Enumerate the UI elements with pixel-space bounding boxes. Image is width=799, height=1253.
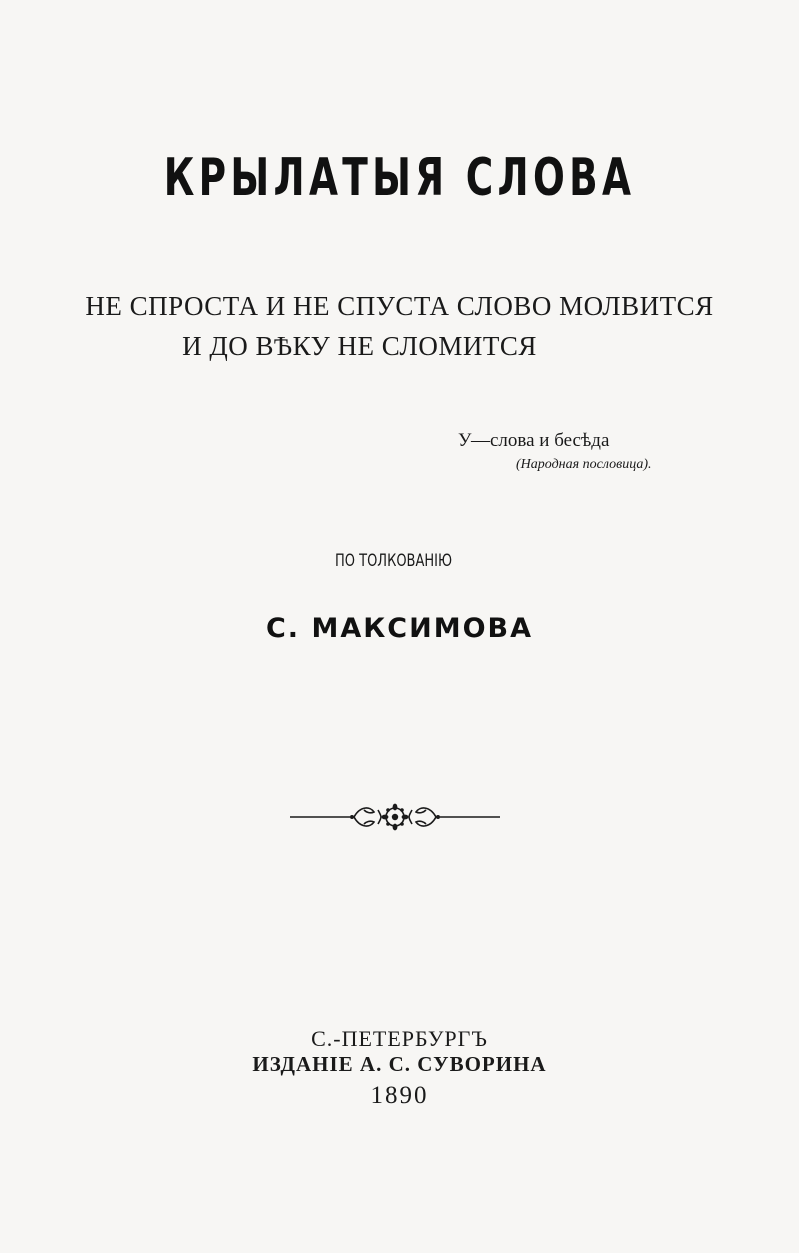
epigraph-note: (Народная пословица). bbox=[516, 457, 652, 472]
epigraph-source: У—слова и бесѣда bbox=[458, 430, 610, 451]
byline-label: ПО ТОЛКОВАНІЮ bbox=[335, 551, 453, 571]
imprint-publisher: ИЗДАНІЕ А. С. СУВОРИНА bbox=[252, 1052, 547, 1076]
imprint-city: С.-ПЕТЕРБУРГЪ bbox=[311, 1026, 488, 1051]
floral-ornament-icon bbox=[290, 800, 500, 834]
epigraph-line-2: И ДО ВѢКУ НЕ СЛОМИТСЯ bbox=[182, 331, 537, 361]
author-name: С. МАКСИМОВА bbox=[265, 613, 533, 644]
epigraph-line-1: НЕ СПРОСТА И НЕ СПУСТА СЛОВО МОЛВИТСЯ bbox=[85, 291, 714, 321]
book-title: КРЫЛАТЫЯ СЛОВА bbox=[163, 148, 636, 208]
imprint-year: 1890 bbox=[370, 1082, 429, 1109]
